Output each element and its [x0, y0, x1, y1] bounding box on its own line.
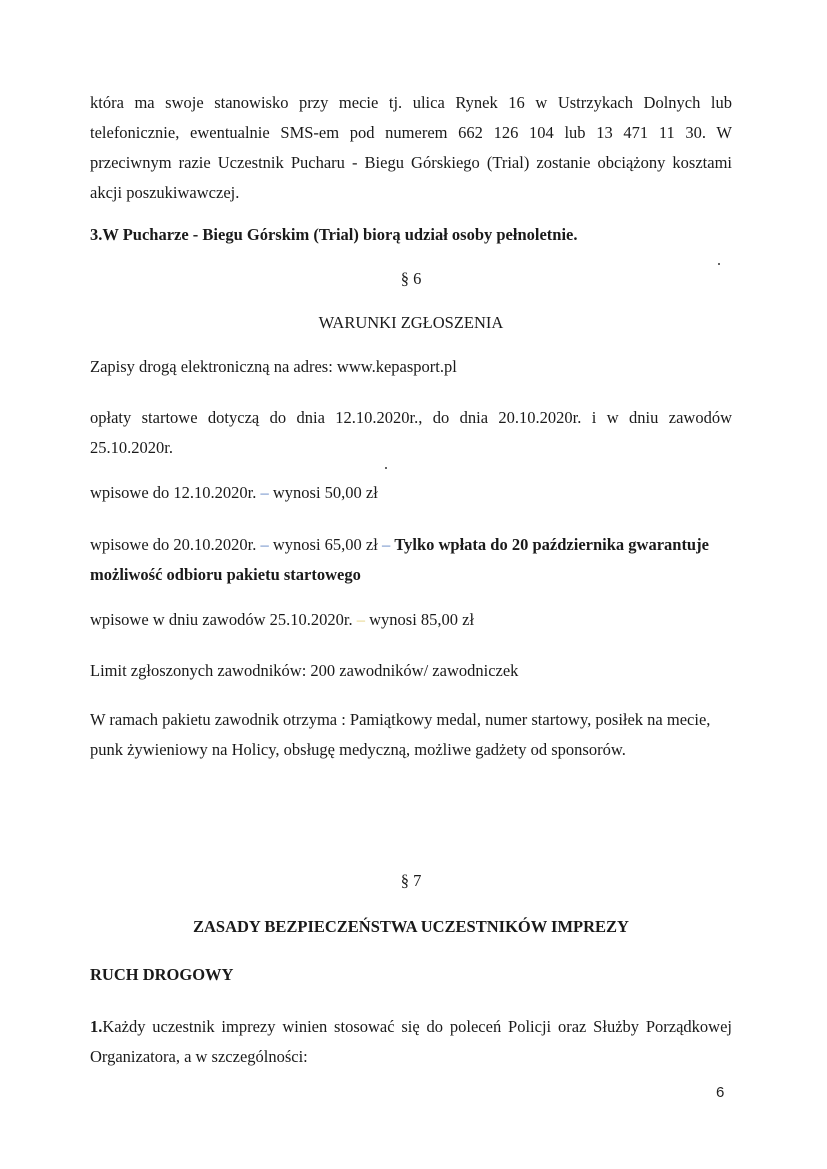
fee-line-2-bold-note: Tylko wpłata do 20 października gwarantuje możliwość odbioru pakietu startowego — [90, 535, 709, 584]
section7-point-1-number: 1. — [90, 1017, 103, 1036]
fee-line-3-dash: – — [356, 610, 365, 629]
fee-line-1-suffix: wynosi 50,00 zł — [272, 483, 378, 502]
starter-package-paragraph: W ramach pakietu zawodnik otrzyma : Pamiątkowy medal, numer startowy, posiłek na mecie, punk żywieniowy na Holicy, obsługę medyczną, możliwe gadżety od sponsorów. — [90, 710, 711, 759]
fees-dates-paragraph: opłaty startowe dotyczą do dnia 12.10.2020r., do dnia 20.10.2020r. i w dniu zawodów 25.10.2020r. — [90, 408, 732, 457]
section6-heading: WARUNKI ZGŁOSZENIA — [318, 313, 504, 332]
participant-limit: Limit zgłoszonych zawodników: 200 zawodników/ zawodniczek — [90, 661, 519, 680]
fee-line-2-dash: – — [260, 535, 269, 554]
fee-line-1-dash: – — [260, 483, 269, 502]
fee-line-3-prefix: wpisowe w dniu zawodów 25.10.2020r. — [90, 610, 353, 629]
fee-line-1 — [90, 478, 732, 508]
page-number: 6 — [716, 1084, 725, 1101]
fee-line-2-dash-2: – — [381, 535, 391, 554]
scan-speck — [385, 467, 387, 469]
fee-line-2-prefix: wpisowe do 20.10.2020r. — [90, 535, 257, 554]
section7-point-1-text: Każdy uczestnik imprezy winien stosować się do poleceń Policji oraz Służby Porządkowej Organizatora, a w szczególności: — [90, 1017, 732, 1066]
fee-line-2 — [90, 530, 732, 590]
fee-line-2-mid: wynosi 65,00 zł — [272, 535, 378, 554]
scan-speck — [718, 263, 720, 265]
section7-symbol: § 7 — [400, 871, 422, 890]
registration-info: Zapisy drogą elektroniczną na adres: www.kepasport.pl — [90, 357, 457, 376]
section7-subheading: RUCH DROGOWY — [90, 965, 234, 984]
section7-point-1 — [90, 1012, 732, 1072]
section5-point-3: 3.W Pucharze - Biegu Górskim (Trial) biorą udział osoby pełnoletnie. — [90, 225, 578, 244]
fee-line-1-prefix: wpisowe do 12.10.2020r. — [90, 483, 257, 502]
section5-continuation-paragraph: która ma swoje stanowisko przy mecie tj. ulica Rynek 16 w Ustrzykach Dolnych lub telefonicznie, ewentualnie SMS-em pod numerem 662 126 104 lub 13 471 11 30. W przeciwnym razie Uczestnik Pucharu - Biegu Górskiego (Trial) zostanie obciążony kosztami akcji poszukiwawczej. — [90, 93, 732, 202]
fee-line-3 — [90, 605, 732, 635]
section7-heading: ZASADY BEZPIECZEŃSTWA UCZESTNIKÓW IMPREZY — [193, 917, 629, 936]
fee-line-3-suffix: wynosi 85,00 zł — [369, 610, 475, 629]
section6-symbol: § 6 — [400, 269, 422, 288]
